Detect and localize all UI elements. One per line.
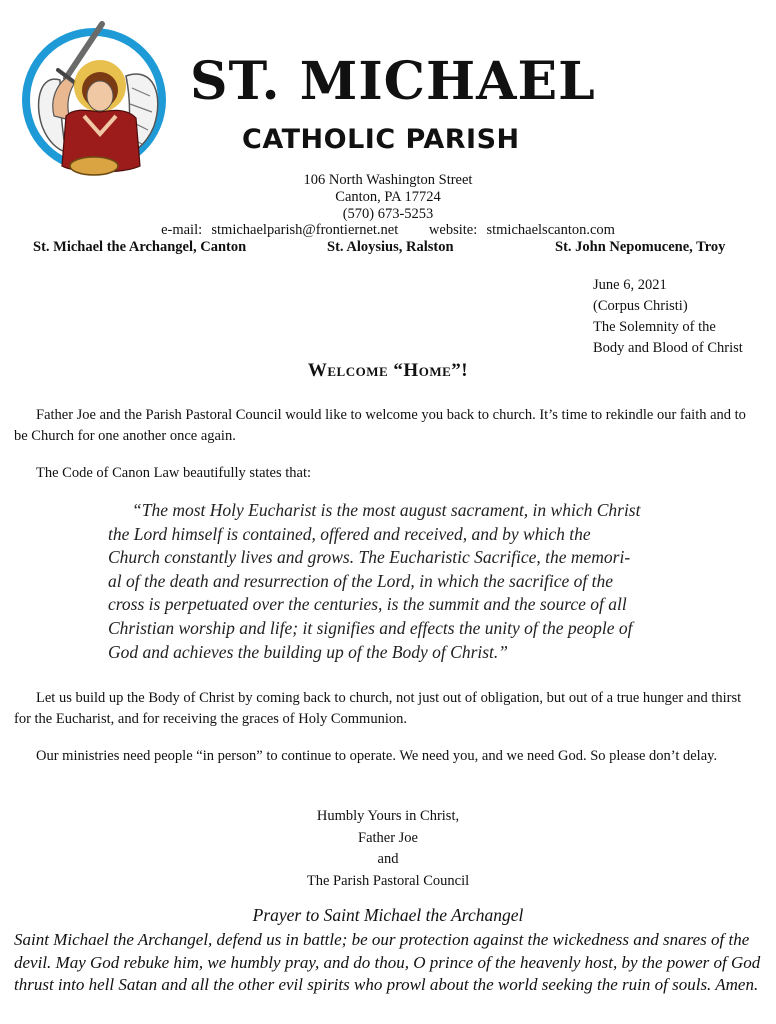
quote-line: Church constantly lives and grows. The Eucharistic Sacrifice, the memori- — [108, 547, 631, 568]
website-link[interactable]: stmichaelscanton.com — [486, 222, 615, 238]
letter-date: June 6, 2021 — [593, 277, 667, 293]
quote-line: “The most Holy Eucharist is the most august sacrament, in which Christ — [132, 500, 641, 520]
signoff-line: Father Joe — [358, 829, 418, 846]
quote-line: al of the death and resurrection of the Lord, in which the sacrifice of the — [108, 570, 614, 591]
prayer-title: Prayer to Saint Michael the Archangel — [252, 905, 524, 925]
quote-line: Christian worship and life; it signifies and effects the unity of the people of — [108, 617, 633, 638]
paragraph-build-up: Let us build up the Body of Christ by coming back to church, not just out of obligation, but out of a true hunger and thirst for the Eucharist, and for receiving the graces of Holy Communion. — [14, 690, 742, 727]
quote-line: cross is perpetuated over the centuries, is the summit and the source of all — [108, 594, 627, 615]
date-block — [593, 275, 773, 359]
contact-line — [0, 222, 776, 238]
signoff-line: and — [377, 851, 399, 867]
church-canton: St. Michael the Archangel, Canton — [33, 239, 247, 255]
address-city: Canton, PA 17724 — [335, 189, 441, 205]
signoff-line: Humbly Yours in Christ, — [316, 808, 460, 824]
paragraph-ministries: Our ministries need people “in person” to continue to operate. We need you, and we need God. So please don’t delay. — [36, 748, 718, 764]
solemnity-line-2: Body and Blood of Christ — [593, 340, 743, 356]
quote-line: the Lord himself is contained, offered and received, and by which the — [108, 523, 591, 544]
quote-line: God and achieves the building up of the Body of Christ.” — [108, 641, 509, 662]
parish-subtitle: CATHOLIC PARISH — [242, 124, 520, 155]
canon-law-quote — [108, 499, 678, 664]
email-label: e-mail: — [161, 222, 203, 238]
signoff-line: The Parish Pastoral Council — [306, 872, 470, 889]
phone-number: (570) 673-5253 — [342, 206, 434, 222]
church-ralston: St. Aloysius, Ralston — [327, 239, 454, 255]
paragraph-welcome: Father Joe and the Parish Pastoral Council would like to welcome you back to church. It’s time to rekindle our faith and to be Church for one another once again. — [14, 407, 746, 444]
solemnity-line-1: The Solemnity of the — [593, 319, 716, 335]
feast-name: (Corpus Christi) — [593, 298, 688, 314]
church-troy: St. John Nepomucene, Troy — [555, 239, 726, 255]
prayer-text: Saint Michael the Archangel, defend us in battle; be our protection against the wickedness and snares of the devil. May God rebuke him, we humbly pray, and do thou, O prince of the heavenly host, by the power of God thrust into hell Satan and all the other evil spirits who prowl about the world seeking the ruin of souls. Amen. — [14, 930, 761, 995]
website-label: website: — [428, 222, 478, 238]
parish-logo — [14, 16, 184, 186]
email-link[interactable]: stmichaelparish@frontiernet.net — [211, 222, 399, 238]
parish-name-title: ST. MICHAEL — [190, 51, 596, 112]
signoff-block — [0, 806, 776, 892]
st-michael-emblem-icon — [14, 16, 184, 186]
paragraph-canon-law: The Code of Canon Law beautifully states that: — [36, 465, 312, 481]
address-street: 106 North Washington Street — [303, 172, 473, 188]
welcome-heading: Welcome “Home”! — [307, 360, 469, 381]
